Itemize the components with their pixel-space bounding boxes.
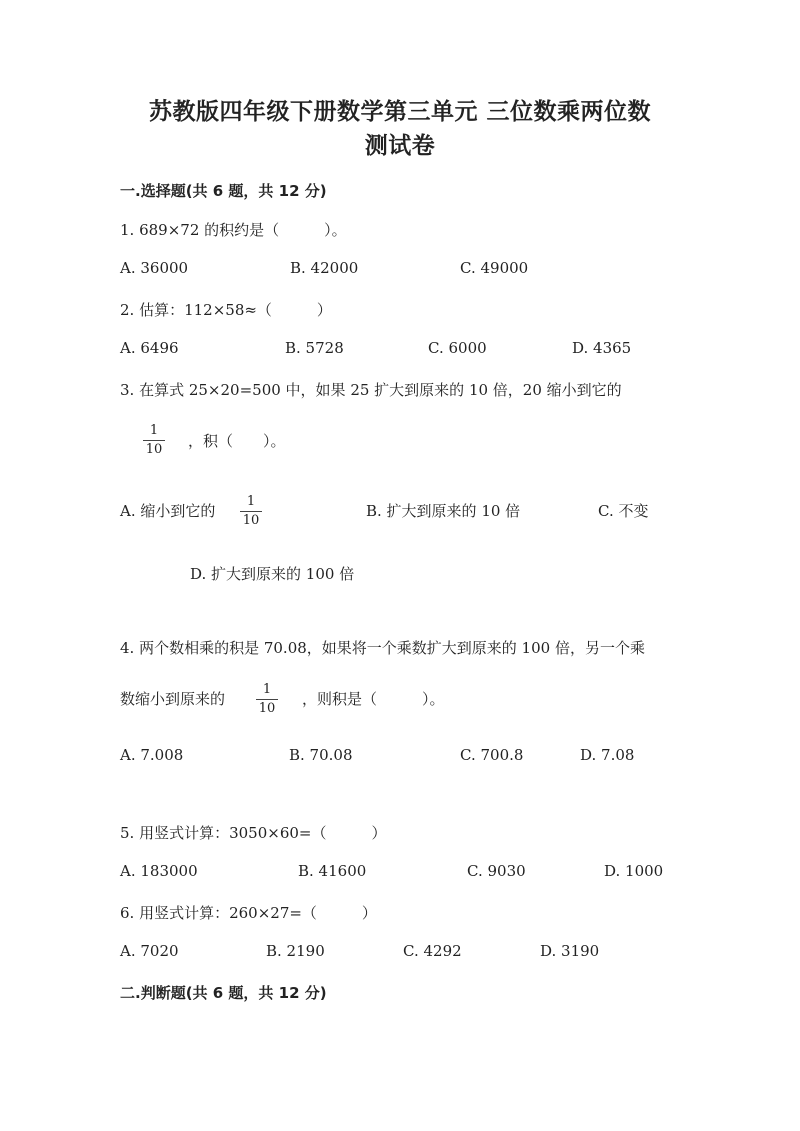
question-1-stem: 1. 689×72 的积约是（ ）。 — [120, 221, 347, 239]
question-4-stem-line-2-prefix: 数缩小到原来的 — [120, 690, 226, 708]
question-4-option-a[interactable]: A. 7.008 — [120, 746, 184, 764]
fraction-numerator: 1 — [262, 682, 272, 697]
question-2-stem: 2. 估算：112×58≈（ ） — [120, 301, 332, 319]
document-title-line-2: 测试卷 — [364, 132, 436, 159]
question-1-option-b[interactable]: B. 42000 — [290, 259, 359, 277]
question-1-option-a[interactable]: A. 36000 — [120, 259, 189, 277]
question-6-option-d[interactable]: D. 3190 — [540, 942, 600, 960]
question-6-option-b[interactable]: B. 2190 — [266, 942, 325, 960]
question-3-option-d[interactable]: D. 扩大到原来的 100 倍 — [190, 565, 355, 583]
question-3-option-a-fraction — [240, 495, 262, 528]
question-3-stem-line-1: 3. 在算式 25×20=500 中，如果 25 扩大到原来的 10 倍，20 缩小到它的 — [120, 381, 622, 399]
question-2-option-d[interactable]: D. 4365 — [572, 339, 632, 357]
fraction-numerator: 1 — [149, 423, 159, 438]
question-3-option-a[interactable]: A. 缩小到它的 — [120, 502, 216, 520]
question-3-stem-line-2: ，积（ ）。 — [188, 432, 286, 450]
question-3-option-b[interactable]: B. 扩大到原来的 10 倍 — [366, 502, 521, 520]
question-4-option-b[interactable]: B. 70.08 — [289, 746, 353, 764]
fraction-denominator: 10 — [145, 442, 163, 457]
fraction-denominator: 10 — [242, 513, 260, 528]
fraction-denominator: 10 — [258, 701, 276, 716]
question-4-stem-line-1: 4. 两个数相乘的积是 70.08，如果将一个乘数扩大到原来的 100 倍，另一个乘 — [120, 639, 645, 657]
fraction-bar — [143, 440, 165, 441]
document-title-line-1: 苏教版四年级下册数学第三单元 三位数乘两位数 — [148, 98, 651, 125]
question-2-option-b[interactable]: B. 5728 — [285, 339, 344, 357]
section-2-heading: 二.判断题(共 6 题，共 12 分) — [120, 984, 327, 1002]
question-5-option-a[interactable]: A. 183000 — [120, 862, 198, 880]
section-1-heading: 一.选择题(共 6 题，共 12 分) — [120, 182, 327, 200]
question-2-option-a[interactable]: A. 6496 — [120, 339, 179, 357]
question-6-stem: 6. 用竖式计算：260×27=（ ） — [120, 904, 377, 922]
question-2-option-c[interactable]: C. 6000 — [428, 339, 487, 357]
question-5-option-c[interactable]: C. 9030 — [467, 862, 526, 880]
question-5-option-b[interactable]: B. 41600 — [298, 862, 367, 880]
question-4-stem-line-2-suffix: ，则积是（ ）。 — [302, 690, 445, 708]
question-5-stem: 5. 用竖式计算：3050×60=（ ） — [120, 824, 387, 842]
fraction-numerator: 1 — [246, 494, 256, 509]
question-5-option-d[interactable]: D. 1000 — [604, 862, 664, 880]
fraction-bar — [240, 511, 262, 512]
question-3-option-c[interactable]: C. 不变 — [598, 502, 649, 520]
fraction-bar — [256, 699, 278, 700]
question-4-option-d[interactable]: D. 7.08 — [580, 746, 635, 764]
question-1-option-c[interactable]: C. 49000 — [460, 259, 529, 277]
question-6-option-a[interactable]: A. 7020 — [120, 942, 179, 960]
question-3-fraction — [143, 424, 165, 457]
question-6-option-c[interactable]: C. 4292 — [403, 942, 462, 960]
question-4-fraction — [256, 683, 278, 716]
question-4-option-c[interactable]: C. 700.8 — [460, 746, 524, 764]
